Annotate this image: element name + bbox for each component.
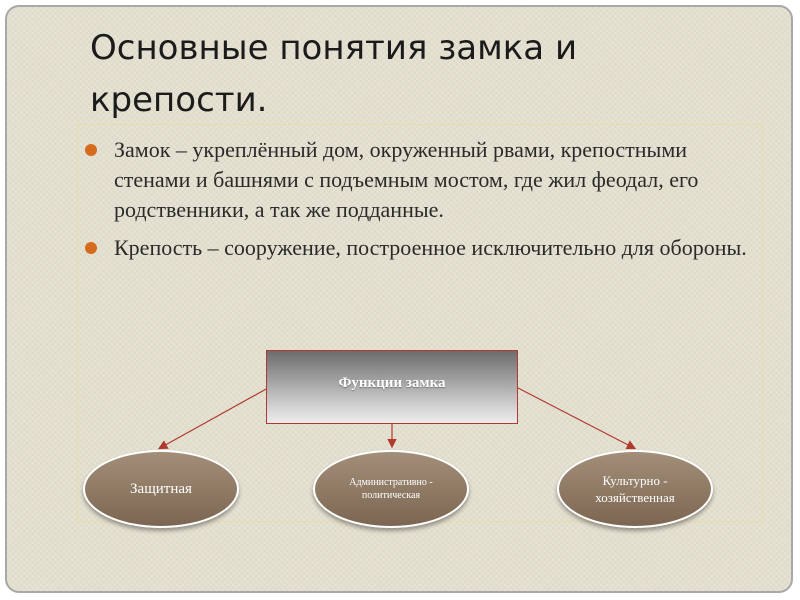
castle-functions-box — [266, 350, 518, 424]
function-node-label: Административно - политическая — [349, 477, 433, 501]
castle-functions-label: Функции замка — [338, 374, 446, 391]
function-node-defensive — [83, 450, 239, 528]
function-node-cultural — [557, 450, 713, 528]
function-node-label: Культурно - хозяйственная — [595, 473, 675, 505]
bullet-text-castle: Замок – укреплённый дом, окруженный рвами, крепостными стенами и башнями с подъемным мостом, где жил феодал, его родственники, а так же подданные. — [114, 137, 699, 222]
function-node-label: Защитная — [130, 480, 192, 497]
slide-title: Основные понятия замка и крепости. — [90, 28, 578, 120]
bullet-text-fortress: Крепость – сооружение, построенное исключительно для обороны. — [114, 235, 747, 260]
connector-left — [160, 388, 268, 448]
function-node-administrative — [313, 450, 469, 528]
connector-right — [518, 388, 634, 448]
